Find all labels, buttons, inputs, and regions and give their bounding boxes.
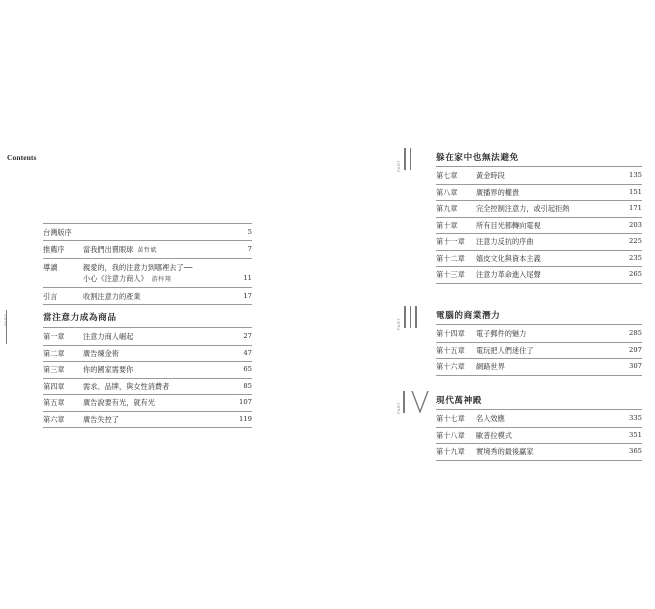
chapter-page: 119 bbox=[239, 414, 252, 423]
chapter-title: 網路世界 bbox=[476, 362, 505, 371]
chapter-page: 27 bbox=[243, 332, 252, 340]
divider bbox=[436, 443, 642, 444]
chapter-title: 名人效應 bbox=[476, 414, 505, 423]
chapter-entry[interactable] bbox=[436, 187, 642, 201]
chapter-number: 第七章 bbox=[436, 171, 458, 180]
chapter-title: 廣告失控了 bbox=[83, 414, 119, 424]
part-3-title: 電腦的商業潛力 bbox=[436, 311, 501, 321]
chapter-page: 225 bbox=[629, 237, 642, 245]
chapter-number: 第十四章 bbox=[436, 329, 465, 338]
divider bbox=[43, 287, 252, 288]
divider bbox=[43, 327, 252, 328]
part-4-title: 現代萬神殿 bbox=[436, 396, 482, 406]
chapter-title: 實境秀的最後贏家 bbox=[476, 447, 534, 456]
chapter-page: 135 bbox=[629, 171, 642, 179]
chapter-page: 235 bbox=[629, 253, 642, 262]
part-1-label: PART bbox=[3, 313, 8, 326]
chapter-title: 你的國家需要你 bbox=[83, 365, 134, 374]
chapter-number: 第十章 bbox=[436, 220, 458, 230]
chapter-entry[interactable] bbox=[436, 446, 642, 460]
part-2-title: 躲在家中也無法避免 bbox=[436, 153, 519, 163]
chapter-page: 365 bbox=[629, 447, 642, 455]
chapter-page: 65 bbox=[243, 365, 252, 373]
entry-author: 黃哲斌 bbox=[137, 247, 157, 254]
entry-title: 當我們出賣眼球 黃哲斌 bbox=[83, 245, 157, 254]
divider bbox=[436, 342, 642, 343]
divider bbox=[43, 411, 252, 412]
divider bbox=[43, 394, 252, 395]
chapter-entry[interactable] bbox=[436, 170, 642, 184]
chapter-number: 第三章 bbox=[43, 365, 65, 374]
divider bbox=[43, 361, 252, 362]
chapter-number: 第四章 bbox=[43, 381, 65, 391]
toc-entry[interactable] bbox=[43, 262, 252, 286]
chapter-number: 第十七章 bbox=[436, 414, 465, 423]
chapter-number: 第十一章 bbox=[436, 237, 465, 246]
divider bbox=[43, 378, 252, 379]
divider bbox=[43, 258, 252, 259]
chapter-page: 47 bbox=[243, 348, 252, 357]
divider bbox=[43, 345, 252, 346]
entry-title: 親愛的，我的注意力到哪裡去了── bbox=[83, 263, 193, 272]
chapter-title: 完全控制注意力，或引起拒熱 bbox=[476, 204, 570, 213]
chapter-number: 第十三章 bbox=[436, 270, 465, 279]
contents-heading: Contents bbox=[7, 153, 37, 162]
chapter-page: 171 bbox=[629, 204, 642, 212]
chapter-number: 第二章 bbox=[43, 348, 65, 358]
divider bbox=[436, 184, 642, 185]
entry-label: 引言 bbox=[43, 292, 58, 301]
entry-page: 7 bbox=[247, 245, 252, 253]
divider bbox=[436, 283, 642, 284]
chapter-title: 注意力革命進入尾聲 bbox=[476, 270, 541, 279]
chapter-page: 151 bbox=[629, 187, 642, 196]
divider bbox=[43, 240, 252, 241]
chapter-entry[interactable] bbox=[436, 361, 642, 375]
chapter-entry[interactable] bbox=[436, 328, 642, 342]
divider bbox=[436, 200, 642, 201]
part-1-title: 當注意力成為商品 bbox=[43, 313, 117, 323]
divider bbox=[436, 375, 642, 376]
divider bbox=[436, 409, 642, 410]
chapter-page: 297 bbox=[629, 345, 642, 354]
chapter-number: 第十九章 bbox=[436, 447, 465, 456]
divider bbox=[436, 233, 642, 234]
divider bbox=[43, 427, 252, 428]
chapter-number: 第十六章 bbox=[436, 362, 465, 371]
divider bbox=[43, 304, 252, 305]
chapter-entry[interactable] bbox=[43, 331, 252, 345]
chapter-title: 電玩把人們迷住了 bbox=[476, 345, 534, 355]
part-4-label: PART bbox=[396, 401, 401, 414]
chapter-entry[interactable] bbox=[436, 253, 642, 267]
chapter-number: 第一章 bbox=[43, 332, 65, 341]
chapter-title: 歐普拉模式 bbox=[476, 430, 512, 440]
chapter-title: 廣播界的權貴 bbox=[476, 187, 520, 197]
divider bbox=[436, 166, 642, 167]
divider bbox=[436, 358, 642, 359]
chapter-page: 203 bbox=[629, 220, 642, 229]
chapter-entry[interactable] bbox=[436, 345, 642, 359]
chapter-number: 第九章 bbox=[436, 204, 458, 213]
divider bbox=[436, 266, 642, 267]
chapter-page: 307 bbox=[629, 362, 642, 370]
part-2-numeral bbox=[404, 148, 411, 170]
chapter-page: 85 bbox=[243, 381, 252, 390]
chapter-entry[interactable] bbox=[436, 269, 642, 283]
entry-page: 5 bbox=[247, 228, 252, 236]
entry-title: 收割注意力的產業 bbox=[83, 292, 141, 301]
chapter-page: 265 bbox=[629, 270, 642, 278]
entry-page: 17 bbox=[243, 292, 252, 300]
entry-label: 台灣版序 bbox=[43, 228, 72, 237]
chapter-page: 351 bbox=[629, 430, 642, 439]
chapter-title: 注意力反抗的序曲 bbox=[476, 237, 534, 246]
entry-author: 游梓翔 bbox=[151, 276, 172, 283]
chapter-title: 電子郵件的魅力 bbox=[476, 329, 527, 338]
toc-entry[interactable] bbox=[43, 244, 252, 258]
toc-entry[interactable] bbox=[43, 291, 252, 305]
chapter-page: 107 bbox=[239, 398, 252, 406]
divider bbox=[436, 427, 642, 428]
chapter-title: 所有目光都轉向電視 bbox=[476, 220, 541, 230]
divider bbox=[436, 324, 642, 325]
chapter-entry[interactable] bbox=[43, 348, 252, 362]
chapter-number: 第十二章 bbox=[436, 253, 465, 263]
divider bbox=[436, 217, 642, 218]
chapter-entry[interactable] bbox=[43, 397, 252, 411]
chapter-number: 第六章 bbox=[43, 414, 65, 424]
divider bbox=[43, 223, 252, 224]
divider bbox=[436, 460, 642, 461]
chapter-entry[interactable] bbox=[43, 364, 252, 378]
part-2-label: PART bbox=[396, 159, 401, 172]
chapter-entry[interactable] bbox=[436, 430, 642, 444]
chapter-title: 廣告煉金術 bbox=[83, 348, 119, 358]
chapter-entry[interactable] bbox=[436, 203, 642, 217]
v-glyph bbox=[411, 391, 429, 413]
chapter-number: 第十八章 bbox=[436, 430, 465, 440]
entry-label: 導讀 bbox=[43, 263, 58, 272]
chapter-page: 335 bbox=[629, 414, 642, 422]
chapter-title: 注意力商人崛起 bbox=[83, 332, 134, 341]
chapter-entry[interactable] bbox=[436, 413, 642, 427]
chapter-title: 需求、品牌，與女性消費者 bbox=[83, 381, 170, 391]
chapter-title: 廣告說要有光，就有光 bbox=[83, 398, 155, 407]
divider bbox=[436, 250, 642, 251]
entry-subtitle: 小心《注意力商人》 游梓翔 bbox=[83, 274, 172, 283]
toc-entry[interactable] bbox=[43, 227, 252, 241]
chapter-page: 285 bbox=[629, 329, 642, 337]
entry-page: 11 bbox=[243, 274, 252, 282]
chapter-number: 第八章 bbox=[436, 187, 458, 197]
part-3-numeral bbox=[404, 306, 417, 328]
chapter-title: 黃金時段 bbox=[476, 171, 505, 180]
part-3-label: PART bbox=[396, 317, 401, 330]
chapter-entry[interactable] bbox=[436, 220, 642, 234]
chapter-title: 嬉皮文化與資本主義 bbox=[476, 253, 541, 263]
chapter-number: 第十五章 bbox=[436, 345, 465, 355]
chapter-entry[interactable] bbox=[43, 381, 252, 395]
chapter-entry[interactable] bbox=[436, 236, 642, 250]
entry-label: 推薦序 bbox=[43, 245, 65, 254]
chapter-number: 第五章 bbox=[43, 398, 65, 407]
part-4-numeral bbox=[403, 391, 429, 413]
chapter-entry[interactable] bbox=[43, 414, 252, 428]
